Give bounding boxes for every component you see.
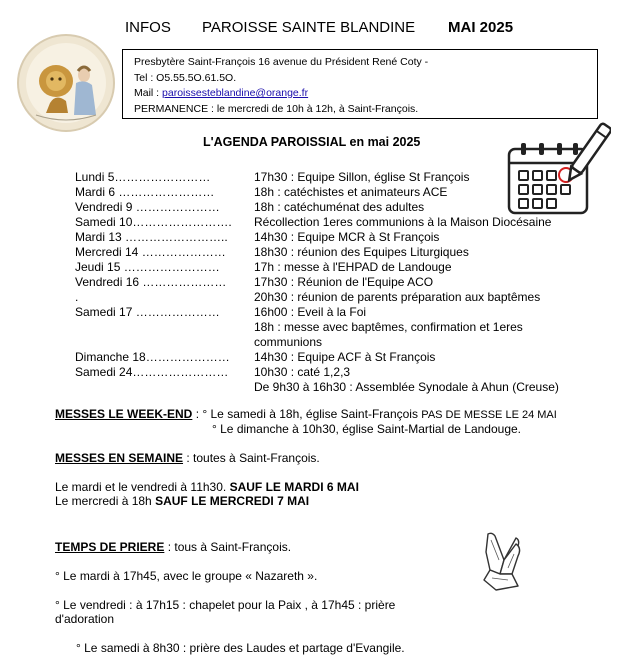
agenda-event: 18h : catéchuménat des adultes: [254, 200, 425, 214]
agenda-event: 16h00 : Eveil à la Foi: [254, 305, 367, 319]
messes-semaine-line: [55, 451, 320, 466]
messes-weekend-sep: :: [192, 407, 203, 421]
messes-semaine-mercredi: [55, 494, 309, 509]
priere-vendredi-1: ° Le vendredi : à 17h15 : chapelet pour la Paix , à 17h45 : prière: [55, 598, 396, 612]
messes-semaine-heading: MESSES EN SEMAINE: [55, 451, 184, 465]
messes-weekend-dimanche: ° Le dimanche à 10h30, église Saint-Martial de Landouge.: [212, 422, 522, 436]
agenda-day: Mardi 13 ……………………..: [75, 230, 228, 244]
agenda-event: 18h : messe avec baptêmes, confirmation et 1eres: [254, 320, 523, 334]
agenda-event: 14h30 : Equipe MCR à St François: [254, 230, 440, 244]
agenda-event: Récollection 1eres communions à la Maison Diocésaine: [254, 215, 552, 229]
contact-mail-line: [134, 86, 597, 102]
messes-weekend-heading: MESSES LE WEEK-END: [55, 407, 193, 421]
agenda-day: Samedi 10…………………….: [75, 215, 232, 229]
saint-blandine-logo: [16, 33, 116, 133]
contact-permanence: PERMANENCE : le mercredi de 10h à 12h, à Saint-François.: [134, 102, 419, 115]
agenda-event: 10h30 : caté 1,2,3: [254, 365, 351, 379]
agenda-day: Samedi 24……………………: [75, 365, 229, 379]
messes-semaine-text: : toutes à Saint-François.: [183, 451, 320, 465]
agenda-day: .: [75, 290, 79, 304]
praying-hands-icon: [478, 530, 528, 592]
agenda-event: 18h30 : réunion des Equipes Liturgiques: [254, 245, 469, 259]
header-infos: INFOS: [125, 19, 171, 36]
contact-box: [122, 49, 598, 119]
header-month: MAI 2025: [448, 19, 514, 36]
priere-samedi: ° Le samedi à 8h30 : prière des Laudes et partage d'Evangile.: [76, 641, 405, 655]
contact-mail-label: Mail :: [134, 87, 163, 99]
agenda-day: Mercredi 14 …………………: [75, 245, 226, 259]
contact-address: Presbytère Saint-François 16 avenue du Président René Coty -: [134, 56, 429, 68]
contact-tel: Tel : O5.55.5O.61.5O.: [134, 71, 237, 84]
agenda-day: Vendredi 16 …………………: [75, 275, 227, 289]
messes-semaine-mardi: [55, 480, 359, 495]
priere-mardi: ° Le mardi à 17h45, avec le groupe « Nazareth ».: [55, 569, 318, 583]
agenda-day: Lundi 5……………………: [75, 170, 211, 184]
agenda-event: 18h : catéchistes et animateurs ACE: [254, 185, 448, 199]
agenda-event: 17h : messe à l'EHPAD de Landouge: [254, 260, 452, 274]
agenda-event: De 9h30 à 16h30 : Assemblée Synodale à Ahun (Creuse): [254, 380, 559, 394]
agenda-event: 17h30 : Equipe Sillon, église St François: [254, 170, 470, 184]
agenda-day: Dimanche 18…………………: [75, 350, 230, 364]
priere-heading: TEMPS DE PRIERE: [55, 540, 165, 554]
priere-text: : tous à Saint-François.: [164, 540, 292, 554]
messes-weekend-line1: [55, 407, 557, 423]
agenda-event: 17h30 : Réunion de l'Equipe ACO: [254, 275, 434, 289]
agenda-day: Samedi 17 …………………: [75, 305, 220, 319]
agenda-day: Vendredi 9 …………………: [75, 200, 220, 214]
messes-semaine-mardi-text: Le mardi et le vendredi à 11h30.: [55, 480, 230, 494]
messes-semaine-mercredi-text: Le mercredi à 18h: [55, 494, 156, 508]
priere-vendredi-2: d'adoration: [55, 612, 115, 626]
agenda-day: Jeudi 15 ……………………: [75, 260, 220, 274]
header-parish: PAROISSE SAINTE BLANDINE: [202, 19, 416, 36]
messes-weekend-samedi: ° Le samedi à 18h, église Saint-François: [202, 407, 422, 421]
messes-semaine-mardi-exception: SAUF LE MARDI 6 MAI: [229, 480, 359, 494]
contact-mail-link[interactable]: paroissesteblandine@orange.fr: [162, 87, 309, 99]
messes-weekend-exception: PAS DE MESSE LE 24 MAI: [421, 409, 557, 421]
calendar-pen-icon: [503, 119, 611, 219]
agenda-event: 14h30 : Equipe ACF à St François: [254, 350, 436, 364]
priere-line: [55, 540, 291, 555]
agenda-title: L'AGENDA PAROISSIAL en mai 2025: [203, 135, 421, 149]
agenda-day: Mardi 6 ……………………: [75, 185, 215, 199]
agenda-event: communions: [254, 335, 323, 349]
agenda-event: 20h30 : réunion de parents préparation aux baptêmes: [254, 290, 541, 304]
messes-semaine-mercredi-exception: SAUF LE MERCREDI 7 MAI: [155, 494, 310, 508]
